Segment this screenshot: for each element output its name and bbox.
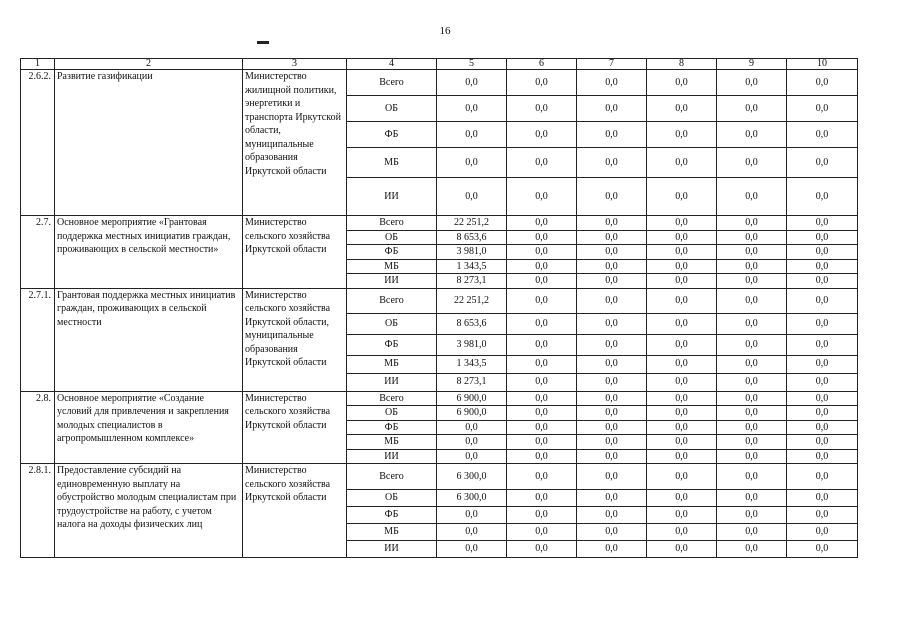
- value-cell: 8 653,6: [437, 230, 507, 245]
- value-cell: 0,0: [787, 524, 858, 541]
- value-cell: 0,0: [647, 245, 717, 260]
- item-number: 2.8.: [21, 391, 55, 464]
- funding-source: ФБ: [347, 420, 437, 435]
- value-cell: 0,0: [647, 420, 717, 435]
- value-cell: 0,0: [787, 435, 858, 450]
- value-cell: 6 300,0: [437, 464, 507, 490]
- value-cell: 0,0: [507, 96, 577, 122]
- value-cell: 0,0: [717, 406, 787, 421]
- value-cell: 0,0: [717, 490, 787, 507]
- funding-source: Всего: [347, 464, 437, 490]
- value-cell: 0,0: [437, 420, 507, 435]
- value-cell: 0,0: [647, 259, 717, 274]
- value-cell: 0,0: [507, 216, 577, 231]
- value-cell: 0,0: [787, 288, 858, 313]
- funding-source: ФБ: [347, 245, 437, 260]
- value-cell: 0,0: [717, 435, 787, 450]
- value-cell: 0,0: [717, 464, 787, 490]
- funding-source: МБ: [347, 355, 437, 373]
- value-cell: 0,0: [647, 524, 717, 541]
- table-row: [21, 216, 858, 231]
- funding-source: Всего: [347, 216, 437, 231]
- value-cell: 0,0: [577, 96, 647, 122]
- item-name: Основное мероприятие «Грантовая поддержка местных инициатив граждан, проживающих в сельской местности»: [55, 216, 243, 289]
- value-cell: 0,0: [577, 259, 647, 274]
- value-cell: 0,0: [577, 490, 647, 507]
- header-cell: 9: [717, 59, 787, 70]
- value-cell: 0,0: [647, 122, 717, 148]
- value-cell: 0,0: [577, 435, 647, 450]
- item-responsible: Министерство сельского хозяйства Иркутской области: [243, 464, 347, 558]
- value-cell: 0,0: [717, 230, 787, 245]
- funding-source: ОБ: [347, 406, 437, 421]
- value-cell: 0,0: [647, 435, 717, 450]
- value-cell: 0,0: [507, 507, 577, 524]
- value-cell: 0,0: [507, 524, 577, 541]
- value-cell: 3 981,0: [437, 334, 507, 355]
- value-cell: 0,0: [787, 449, 858, 464]
- value-cell: 0,0: [787, 313, 858, 334]
- value-cell: 0,0: [507, 449, 577, 464]
- value-cell: 0,0: [507, 490, 577, 507]
- header-cell: 6: [507, 59, 577, 70]
- value-cell: 0,0: [577, 355, 647, 373]
- value-cell: 0,0: [507, 245, 577, 260]
- value-cell: 3 981,0: [437, 245, 507, 260]
- value-cell: 0,0: [507, 122, 577, 148]
- funding-source: ФБ: [347, 334, 437, 355]
- value-cell: 8 273,1: [437, 373, 507, 391]
- header-row: [21, 59, 858, 70]
- scan-mark: [257, 41, 269, 44]
- value-cell: 0,0: [647, 230, 717, 245]
- value-cell: 0,0: [787, 230, 858, 245]
- value-cell: 0,0: [787, 178, 858, 216]
- value-cell: 0,0: [577, 122, 647, 148]
- page-number: 16: [439, 25, 451, 37]
- value-cell: 0,0: [647, 96, 717, 122]
- value-cell: 0,0: [577, 524, 647, 541]
- value-cell: 0,0: [717, 334, 787, 355]
- value-cell: 0,0: [647, 334, 717, 355]
- header-cell: 2: [55, 59, 243, 70]
- value-cell: 8 273,1: [437, 274, 507, 289]
- value-cell: 0,0: [577, 216, 647, 231]
- value-cell: 0,0: [437, 524, 507, 541]
- value-cell: 6 900,0: [437, 406, 507, 421]
- value-cell: 0,0: [787, 406, 858, 421]
- funding-source: Всего: [347, 391, 437, 406]
- value-cell: 0,0: [647, 507, 717, 524]
- budget-table: [20, 58, 858, 558]
- value-cell: 0,0: [577, 274, 647, 289]
- value-cell: 0,0: [787, 334, 858, 355]
- funding-source: МБ: [347, 259, 437, 274]
- value-cell: 0,0: [647, 313, 717, 334]
- funding-source: ФБ: [347, 507, 437, 524]
- value-cell: 0,0: [787, 420, 858, 435]
- value-cell: 6 300,0: [437, 490, 507, 507]
- value-cell: 0,0: [577, 373, 647, 391]
- funding-source: Всего: [347, 70, 437, 96]
- value-cell: 0,0: [437, 178, 507, 216]
- funding-source: ИИ: [347, 373, 437, 391]
- value-cell: 0,0: [647, 274, 717, 289]
- value-cell: 0,0: [787, 507, 858, 524]
- funding-source: МБ: [347, 435, 437, 450]
- funding-source: ОБ: [347, 313, 437, 334]
- table-row: [21, 464, 858, 490]
- value-cell: 0,0: [647, 373, 717, 391]
- value-cell: 0,0: [507, 70, 577, 96]
- value-cell: 0,0: [437, 96, 507, 122]
- funding-source: ИИ: [347, 274, 437, 289]
- funding-source: ОБ: [347, 490, 437, 507]
- value-cell: 0,0: [647, 541, 717, 558]
- value-cell: 0,0: [717, 70, 787, 96]
- value-cell: 0,0: [647, 464, 717, 490]
- value-cell: 0,0: [507, 148, 577, 178]
- value-cell: 0,0: [507, 288, 577, 313]
- value-cell: 22 251,2: [437, 216, 507, 231]
- value-cell: 0,0: [507, 355, 577, 373]
- value-cell: 0,0: [787, 274, 858, 289]
- value-cell: 0,0: [787, 148, 858, 178]
- value-cell: 0,0: [577, 334, 647, 355]
- value-cell: 0,0: [507, 420, 577, 435]
- item-responsible: Министерство сельского хозяйства Иркутской области: [243, 216, 347, 289]
- value-cell: 0,0: [437, 70, 507, 96]
- item-name: Основное мероприятие «Создание условий для привлечения и закрепления молодых специалистов в агропромышленном комплексе»: [55, 391, 243, 464]
- item-responsible: Министерство жилищной политики, энергетики и транспорта Иркутской области, муниципальные образования Иркутской области: [243, 70, 347, 216]
- value-cell: 0,0: [577, 288, 647, 313]
- value-cell: 0,0: [787, 216, 858, 231]
- value-cell: 0,0: [577, 449, 647, 464]
- funding-source: ИИ: [347, 178, 437, 216]
- value-cell: 0,0: [787, 541, 858, 558]
- header-cell: 10: [787, 59, 858, 70]
- value-cell: 0,0: [717, 288, 787, 313]
- value-cell: 1 343,5: [437, 259, 507, 274]
- value-cell: 0,0: [717, 245, 787, 260]
- value-cell: 1 343,5: [437, 355, 507, 373]
- value-cell: 0,0: [717, 507, 787, 524]
- funding-source: ФБ: [347, 122, 437, 148]
- value-cell: 0,0: [787, 96, 858, 122]
- value-cell: 6 900,0: [437, 391, 507, 406]
- value-cell: 0,0: [717, 541, 787, 558]
- header-cell: 7: [577, 59, 647, 70]
- value-cell: 0,0: [647, 391, 717, 406]
- item-name: Предоставление субсидий на единовременную выплату на обустройство молодым специалистам при трудоустройстве на работу, с учетом налога на доходы физических лиц: [55, 464, 243, 558]
- item-name: Грантовая поддержка местных инициатив граждан, проживающих в сельской местности: [55, 288, 243, 391]
- value-cell: 0,0: [647, 490, 717, 507]
- value-cell: 0,0: [577, 464, 647, 490]
- item-responsible: Министерство сельского хозяйства Иркутской области, муниципальные образования Иркутской области: [243, 288, 347, 391]
- value-cell: 0,0: [507, 391, 577, 406]
- value-cell: 0,0: [577, 406, 647, 421]
- value-cell: 0,0: [507, 435, 577, 450]
- value-cell: 0,0: [507, 541, 577, 558]
- value-cell: 0,0: [437, 148, 507, 178]
- value-cell: 0,0: [717, 259, 787, 274]
- value-cell: 0,0: [717, 122, 787, 148]
- value-cell: 0,0: [717, 274, 787, 289]
- value-cell: 0,0: [717, 449, 787, 464]
- value-cell: 0,0: [577, 245, 647, 260]
- value-cell: 0,0: [577, 507, 647, 524]
- item-responsible: Министерство сельского хозяйства Иркутской области: [243, 391, 347, 464]
- value-cell: 0,0: [647, 178, 717, 216]
- header-cell: 8: [647, 59, 717, 70]
- value-cell: 0,0: [717, 373, 787, 391]
- funding-source: ОБ: [347, 96, 437, 122]
- value-cell: 0,0: [787, 464, 858, 490]
- item-number: 2.7.1.: [21, 288, 55, 391]
- item-number: 2.6.2.: [21, 70, 55, 216]
- value-cell: 0,0: [717, 216, 787, 231]
- value-cell: 0,0: [577, 148, 647, 178]
- value-cell: 0,0: [507, 259, 577, 274]
- funding-source: МБ: [347, 524, 437, 541]
- funding-source: ИИ: [347, 541, 437, 558]
- value-cell: 0,0: [787, 122, 858, 148]
- value-cell: 0,0: [717, 178, 787, 216]
- item-number: 2.7.: [21, 216, 55, 289]
- value-cell: 0,0: [507, 373, 577, 391]
- value-cell: 0,0: [717, 96, 787, 122]
- value-cell: 0,0: [577, 178, 647, 216]
- item-number: 2.8.1.: [21, 464, 55, 558]
- value-cell: 0,0: [577, 420, 647, 435]
- value-cell: 0,0: [577, 541, 647, 558]
- funding-source: Всего: [347, 288, 437, 313]
- value-cell: 0,0: [717, 524, 787, 541]
- value-cell: 8 653,6: [437, 313, 507, 334]
- value-cell: 0,0: [647, 148, 717, 178]
- value-cell: 0,0: [647, 70, 717, 96]
- value-cell: 0,0: [577, 230, 647, 245]
- value-cell: 0,0: [717, 420, 787, 435]
- value-cell: 0,0: [787, 373, 858, 391]
- value-cell: 22 251,2: [437, 288, 507, 313]
- header-cell: 4: [347, 59, 437, 70]
- value-cell: 0,0: [647, 355, 717, 373]
- value-cell: 0,0: [507, 313, 577, 334]
- value-cell: 0,0: [507, 274, 577, 289]
- value-cell: 0,0: [647, 216, 717, 231]
- value-cell: 0,0: [437, 507, 507, 524]
- value-cell: 0,0: [717, 391, 787, 406]
- value-cell: 0,0: [507, 464, 577, 490]
- table-row: [21, 391, 858, 406]
- value-cell: 0,0: [787, 391, 858, 406]
- value-cell: 0,0: [787, 70, 858, 96]
- funding-source: МБ: [347, 148, 437, 178]
- funding-source: ОБ: [347, 230, 437, 245]
- value-cell: 0,0: [507, 406, 577, 421]
- value-cell: 0,0: [647, 288, 717, 313]
- value-cell: 0,0: [647, 449, 717, 464]
- value-cell: 0,0: [717, 355, 787, 373]
- header-cell: 3: [243, 59, 347, 70]
- item-name: Развитие газификации: [55, 70, 243, 216]
- header-cell: 1: [21, 59, 55, 70]
- value-cell: 0,0: [787, 259, 858, 274]
- value-cell: 0,0: [787, 355, 858, 373]
- value-cell: 0,0: [507, 178, 577, 216]
- value-cell: 0,0: [507, 230, 577, 245]
- value-cell: 0,0: [437, 541, 507, 558]
- table-row: [21, 70, 858, 96]
- value-cell: 0,0: [577, 313, 647, 334]
- table-row: [21, 288, 858, 313]
- value-cell: 0,0: [437, 122, 507, 148]
- funding-source: ИИ: [347, 449, 437, 464]
- header-cell: 5: [437, 59, 507, 70]
- value-cell: 0,0: [577, 391, 647, 406]
- value-cell: 0,0: [647, 406, 717, 421]
- value-cell: 0,0: [717, 148, 787, 178]
- value-cell: 0,0: [787, 490, 858, 507]
- value-cell: 0,0: [787, 245, 858, 260]
- value-cell: 0,0: [507, 334, 577, 355]
- value-cell: 0,0: [717, 313, 787, 334]
- value-cell: 0,0: [437, 449, 507, 464]
- value-cell: 0,0: [577, 70, 647, 96]
- value-cell: 0,0: [437, 435, 507, 450]
